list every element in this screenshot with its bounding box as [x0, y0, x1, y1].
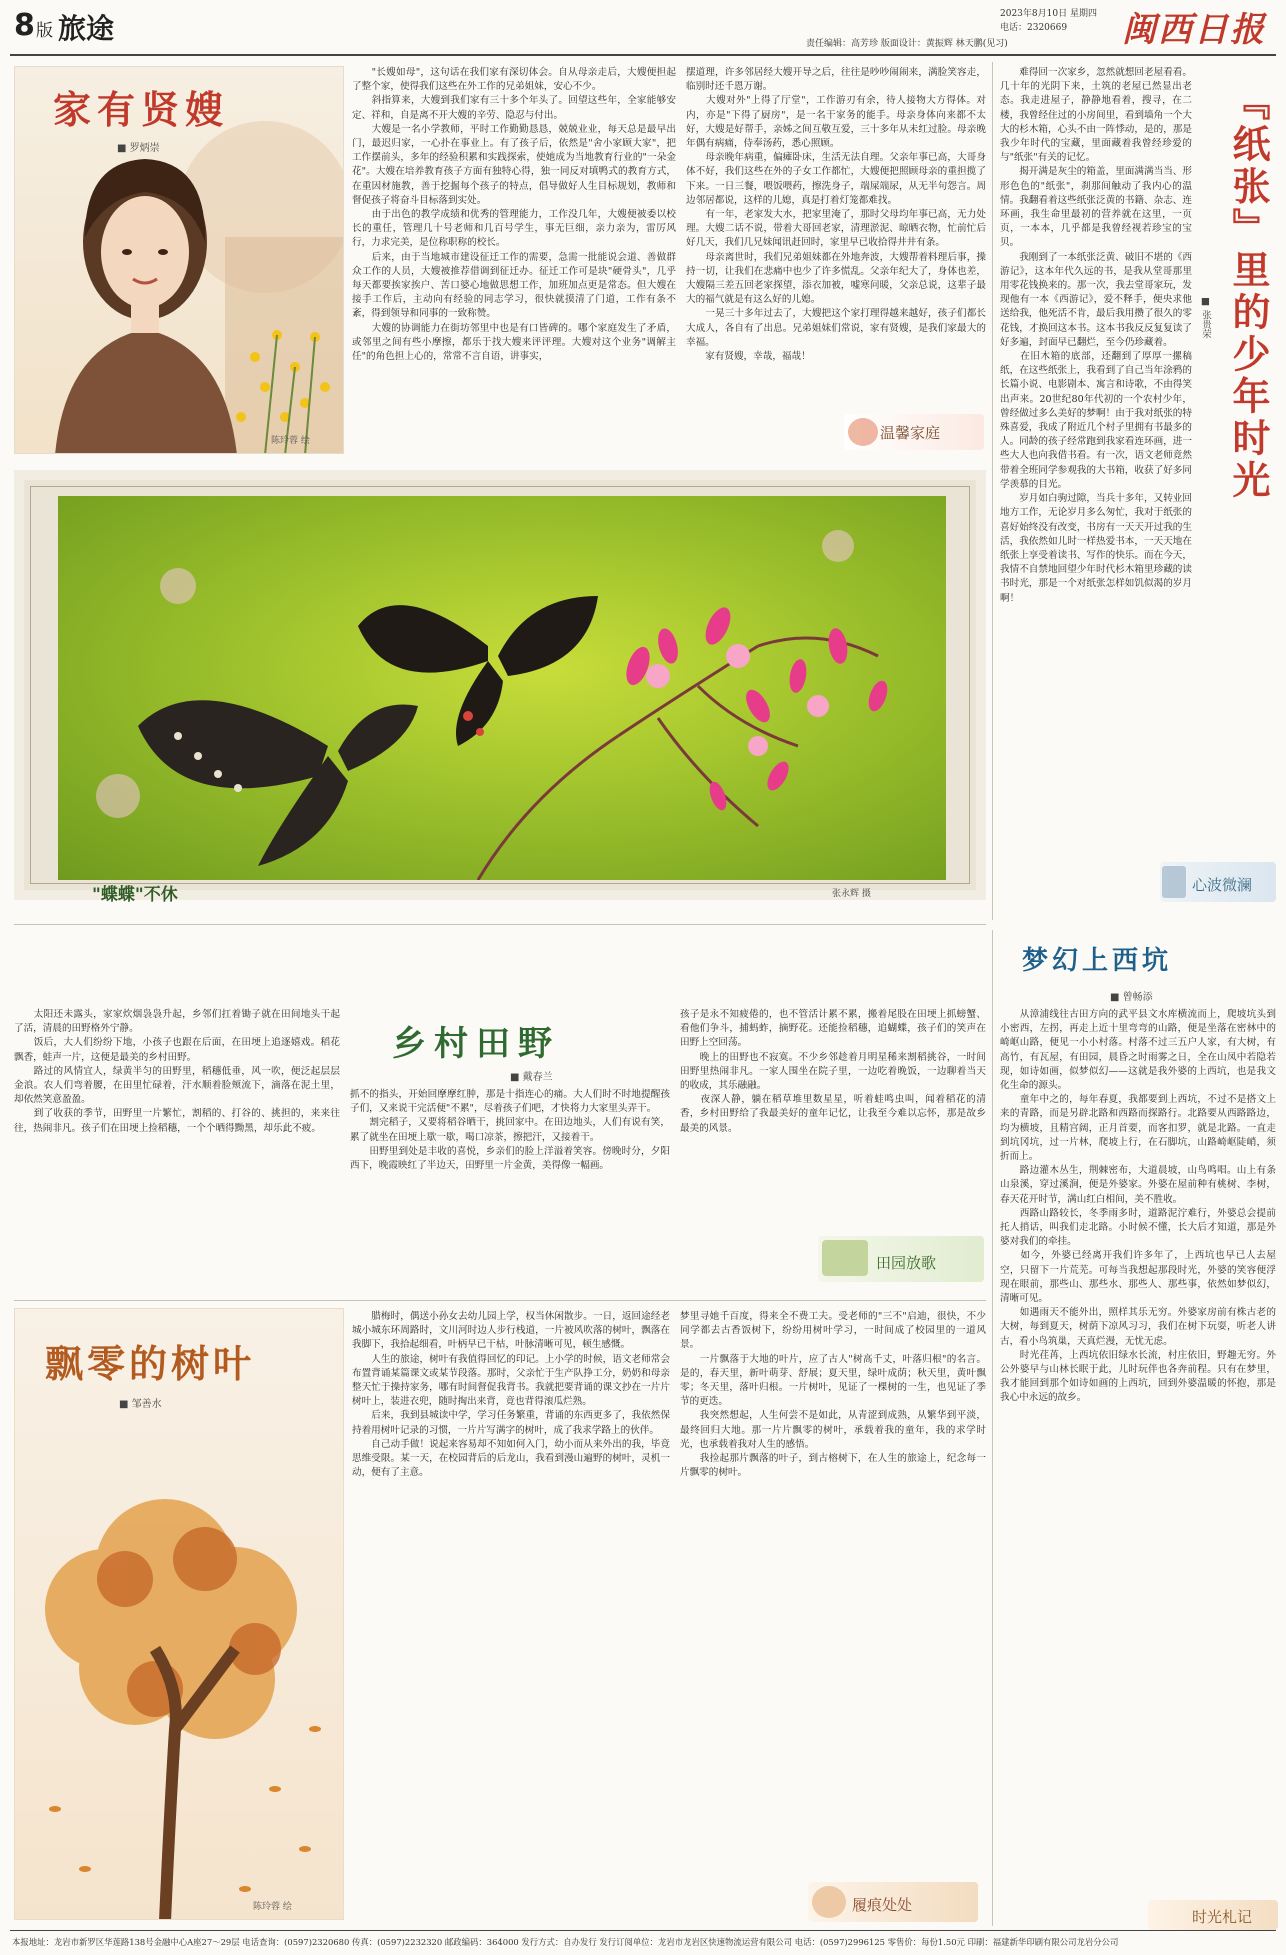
exhibition-trace-label: 履痕处处: [852, 1896, 913, 1914]
article-5-illustration-credit: 陈玲蓉 绘: [253, 1902, 292, 1912]
article-1-column-1: "长嫂如母"，这句话在我们家有深切体会。自从母亲走后，大嫂便担起了整个家，使得我们这些在外工作的兄弟姐妹，安心不少。 斜指算来，大嫂到我们家有三十多个年头了。回望这些年，全家能够安定、祥和，自是离不开大嫂的辛劳、隐忍与付出。 大嫂是一名小学教师，平时工作勤勤恳恳，兢兢业业，每天总是最早出门，最迟归家，一心扑在事业上。有了孩子后，依然是"舍小家顾大家"，把工作摆前头，多年的经验积累和实践探索，使她成为当地教育行业的"一朵金花"。大嫂在培养教育孩子方面有独特心得，独一同反对填鸭式的教育方式，在重因材施教，善于挖掘每个孩子的特点，倡导做好人生目标规划，教师和督促孩子将奋斗目标落到实处。 由于出色的教学成绩和优秀的管理能力，工作没几年，大嫂便被委以校长的重任，管理几十号老师和几百号学生，事无巨细，亲力亲为，雷厉风行，力求完美，是位称职称的校长。 后来，由于当地城市建设征迁工作的需要，急需一批能说会道、善做群众工作的人员，大嫂被推荐借调到征迁办。征迁工作可是块"硬骨头"，几乎每天都要挨家挨户、苦口婆心地做思想工作，加班加点更是常态。但大嫂在接手工作后，主动向有经验的同志学习，很快就摸清了门道，工作有条不紊，得到领导和同事的一致称赞。 大嫂的协调能力在街坊邻里中也是有口皆碑的。哪个家庭发生了矛盾，或邻里之间有些小摩擦，都乐于找大嫂来评评理。大嫂对这个业务"调解主任"的角色担上心的，常常不言自语，讲事实，: [352, 67, 676, 363]
section-title: 旅途: [58, 12, 115, 45]
article-4-title: 乡村田野: [392, 1024, 560, 1064]
warm-home-icon: [848, 418, 878, 446]
exhibition-trace-icon: [812, 1886, 846, 1918]
heart-ripples-icon: [1162, 866, 1186, 898]
article-4-author-name: 戴春兰: [522, 1072, 553, 1083]
article-1-column-2: 摆道理，许多邻居经大嫂开导之后，往往是吵吵闹闹来，满脸笑容走，临别时还千恩万谢。 大嫂对外"上得了厅堂"，工作游刃有余，待人接物大方得体。对内，亦是"下得了厨房"，是一名干家务的能手。母亲身体向来都不太好，大嫂是好帮手，亲姊之间互敬互爱，三十多年从未红过脸。母亲晚年偶有病痛，侍奉汤药，悉心照顾。 母亲晚年病重，偏瘫卧床，生活无法自理。父亲年事已高，大哥身体不好，我们这些在外的子女工作都忙，大嫂便把照顾母亲的重担揽了下来。一日三餐，喂饭喂药，擦洗身子，端屎端尿，从无半句怨言。周边邻居都说，这样的儿媳，真是打着灯笼都难找。 有一年，老家发大水，把家里淹了，那时父母均年事已高，无力处理。大嫂二话不说，带着大哥回老家，清理淤泥、晾晒衣物，忙前忙后好几天，我们几兄妹闻讯赶回时，家里早已收拾得井井有条。 母亲离世时，我们兄弟姐妹都在外地奔波，大嫂帮着料理后事，操持一切，让我们在悲痛中也少了许多慌乱。父亲年纪大了，身体也差，大嫂隔三差五回老家探望，添衣加被，嘘寒问暖，父亲总说，这辈子最大的福气就是有这么好的儿媳。 一晃三十多年过去了，大嫂把这个家打理得越来越好，孩子们都长大成人，各自有了出息。兄弟姐妹们常说，家有贤嫂，是我们家最大的幸福。 家有贤嫂，幸哉，福哉！: [686, 67, 986, 363]
divider-right-column: [992, 62, 993, 920]
masthead-logo: 闽西日报: [1122, 10, 1266, 50]
warm-home-label: 温馨家庭: [880, 424, 941, 442]
article-4-author: ■ 戴春兰: [510, 1072, 553, 1083]
divider-below-photo: [14, 924, 986, 925]
date-line: 2023年8月10日 星期四: [1000, 9, 1097, 19]
photo-credit: 张永辉 摄: [832, 889, 871, 899]
article-4-column-1: 太阳还未露头，家家炊烟袅袅升起，乡邻们扛着锄子就在田间地头干起了活，清晨的田野格外宁静。 饭后，大人们纷纷下地，小孩子也跟在后面，在田埂上追逐嬉戏。稻花飘香，蛙声一片，这便是最美的乡村田野。 路过的风情宜人，绿黄半匀的田野里，稻穗低垂，风一吹，便泛起层层金浪。农人们弯着腰，在田里忙碌着，汗水顺着脸颊流下，滴落在泥土里，却依然笑意盈盈。 到了收获的季节，田野里一片繁忙，割稻的、打谷的、挑担的，来来往往，热闹非凡。孩子们在田埂上捡稻穗，一个个晒得黝黑，却乐此不疲。: [14, 1009, 340, 1134]
autumn-tree-drawing: [15, 1309, 344, 1920]
rural-song-icon: [822, 1240, 868, 1276]
article-3-body: 从漳浦线往古田方向的武平县文水库横流而上，爬坡坑头到小密西，左拐，再走上近十里弯弯的山路，便是坐落在密林中的崎岖山路，便见一小小村落。村落不过三五户人家，有大树，有高竹，有瓦屋，有田园，晨昏之时雨雾之日，全在山凤中若隐若现，如诗如画，似梦似幻——这就是我外婆的上西坑，也是我文化生命的源头。 童年中之的，每年春夏，我都要到上西坑，不过不是搭文上来的青路，而是另辟北路和西路而探路行。北路要从西路路边，均为横坡，且精宫阔，正月首要，而客扣罗，就是北路。一直走到坑冈坑，过一片林，爬坡上行，在石脚坑，山路崎岖陡峭，须折而上。 路边灌木丛生，荆棘密布，大道晨坡，山鸟鸣唱。山上有条山泉溪，穿过溪涧，便是外婆家。外婆在屋前种有桃树、李树，春天花开时节，满山红白相间，美不胜收。 西路山路较长，冬季雨多时，道路泥泞难行，外婆总会提前托人捎话，叫我们走北路。小时候不懂，长大后才知道，那是外婆对我们的牵挂。 如今，外婆已经离开我们许多年了，上西坑也早已人去屋空，只留下一片荒芜。可每当我想起那段时光，外婆的笑容便浮现在眼前，那些山、那些水、那些人、那些事，依然如梦似幻，清晰可见。 如遇雨天不能外出，照样其乐无穷。外婆家房前有株古老的大树，每到夏天，树荫下凉风习习，我们在树下玩耍，听老人讲古，看小鸟筑巢，天真烂漫，无忧无虑。 时光荏苒，上西坑依旧绿水长流，村庄依旧，野趣无穷。外公外婆早与山林长眠于此，儿时玩伴也各奔前程。只有在梦里，我才能回到那个如诗如画的上西坑，回到外婆温暖的怀抱，那是我心中永远的故乡。: [1000, 1009, 1276, 1404]
butterfly-photo: [58, 496, 946, 880]
article-2-author: ■ 张贵荣: [1200, 296, 1211, 339]
butterfly-scene: [58, 496, 946, 880]
divider-mid-lower: [14, 1300, 986, 1301]
article-3-title: 梦幻上西坑: [1022, 946, 1173, 976]
footer-rule: [10, 1930, 1276, 1931]
article-5-title: 飘零的树叶: [45, 1341, 256, 1386]
article-5-author-name: 邹善水: [131, 1399, 162, 1410]
article-2-body: 难得回一次家乡，忽然就想回老屋看看。几十年的光阴下来，土筑的老屋已然显出老态。我走进屋子，静静地看着，搜寻，在二楼，我曾经住过的小房间里，看到墙角一个大大的杉木箱，心头不由一阵悸动，是的，那是我少年时代的宝藏，里面藏着我曾经珍爱的与"纸张"有关的记忆。 揭开满是灰尘的箱盖，里面满满当当、形形色色的"纸张"，刹那间触动了我内心的温情。我翻看着这些纸张泛黄的书籍、杂志、连环画，我生命里最初的营养就在这里，一页页，一本本，几乎都是我曾经视若珍宝的宝贝。 我刚到了一本纸张泛黄、破旧不堪的《西游记》，这本年代久远的书，是我从堂哥那里用零花钱换来的。那一次，我去堂哥家玩，发现他有一本《西游记》，爱不释手，便央求他送给我，他死活不肯，最后我用攒了很久的零花钱，才换回这本书。这本书我反反复复读了好多遍，封面早已翻烂，至今仍珍藏着。 在旧木箱的底部，还翻到了厚厚一摞稿纸，在这些纸张上，我看到了自己当年涂鸦的长篇小说、电影剧本、寓言和诗歌，不由得笑出声来。20世纪80年代初的一个农村少年，曾经做过多么美好的梦啊！由于我对纸张的特殊喜爱，我成了附近几个村子里拥有书最多的人。同龄的孩子经常跑到我家看连环画，进一些大人也向我借书看。有一次，语文老师竟然带着全班同学参观我的大书箱，收获了好多同学羡慕的目光。 岁月如白驹过隙，当兵十多年，又转业回地方工作，无论岁月多么匆忙，我对于纸张的喜好始终没有改变，书房有一天天开过我的生活，我依然如儿时一样热爱书本，一天天地在纸张上享受着读书、写作的快乐。而在今天，我情不自禁地回望少年时代杉木箱里珍藏的读书时光，那是一个对纸张怎样如饥似渴的岁月啊！: [1000, 67, 1192, 604]
time-notes-label: 时光札记: [1192, 1908, 1253, 1926]
page-number: 8: [14, 8, 35, 43]
lower-butterfly: [138, 700, 418, 866]
article-4-column-2: 抓不的指头，开始回摩摩红肿，那是十指连心的痛。大人们时不时地提醒孩子们，又来说干完活便"不累"，尽着孩子们吧，才快将力大家里头弄干。 割完稻子，又要将稻谷晒干，挑回家中。在田边地头，人们有说有笑，累了就坐在田埂上歇一歇，喝口凉茶，擦把汗，又接着干。 田野里到处是丰收的喜悦，乡亲们的脸上洋溢着笑容。傍晚时分，夕阳西下，晚霞映红了半边天，田野里一片金黄，美得像一幅画。: [350, 1089, 670, 1172]
article-3-author: ■ 曾畅添: [1110, 992, 1153, 1003]
footer-text: 本报地址：龙岩市新罗区华莲路138号金融中心A座27～29层 电话查询：(0597)2320680 传真：(0597)2232320 邮政编码：364000 发行方式：自办发行 发行订阅单位：龙岩市龙岩区快速物流运营有限公司 电话：(0597)2996125 零售价：每份1.50元 印刷：福建新华印刷有限公司龙岩分公司: [12, 1937, 1119, 1947]
article-1-title: 家有贤嫂: [53, 87, 230, 132]
article-2-author-name: 张贵荣: [1200, 310, 1211, 339]
article-4-column-3: 孩子是永不知疲倦的，也不管活计累不累，搬着尾股在田埂上抓螃蟹、看他们争斗，捕蚂蚱，摘野花。还能捡稻穗，追蝴蝶，孩子们的笑声在田野上空回荡。 晚上的田野也不寂寞。不少乡邻趁着月明星稀来割稻挑谷，一时间田野里热闹非凡。一家人围坐在院子里，一边吃着晚饭，一边聊着当天的收成，其乐融融。 夜深人静，躺在稻草堆里数星星，听着蛙鸣虫叫，闻着稻花的清香，乡村田野给了我最美好的童年记忆，让我至今难以忘怀，那是故乡最美的风景。: [680, 1009, 986, 1134]
phone-line: 电话：2320669: [1000, 23, 1068, 33]
editors-line: 责任编辑：高芳珍 版面设计：黄振辉 林天鹏(见习): [806, 39, 1008, 49]
article-1-author-name: 罗炳崇: [129, 143, 160, 154]
page-header: [0, 0, 1286, 60]
article-3-author-name: 曾畅添: [1122, 992, 1153, 1003]
article-2-title: 『纸张』里的少年时光: [1226, 82, 1271, 502]
article-5-column-1: 腊梅时，偶送小孙女去幼儿园上学，权当休闲散步。一日，返回途经老城小城东环周路时，文川河时边人步行栈道，一片被风吹落的树叶，飘落在我脚下，我拾起细看，叶柄早已干枯，叶脉清晰可见，顿生感慨。 人生的旅途，树叶有我值得回忆的印记。上小学的时候，语文老师常会布置背诵某篇课文或某节段落。那时，父亲忙于生产队挣工分，奶奶和母亲整天忙于操持家务，哪有时间督促我背书。我就把要背诵的课文抄在一片片树叶上，装进衣兜，随时掏出来背，竟也背得滚瓜烂熟。 后来，我到县城读中学，学习任务繁重，背诵的东西更多了，我依然保持着用树叶记录的习惯，一片片写满字的树叶，成了我求学路上的伙伴。 自己动手做！说起来容易却不知如何入门，幼小而从来外出的我，毕竟思维受限。某一天，在校园背后的后龙山，我看到漫山遍野的树叶，灵机一动，便有了主意。: [352, 1311, 670, 1479]
header-rule: [10, 54, 1276, 56]
photo-caption: "蝶蝶"不休: [92, 885, 178, 905]
article-5-author: ■ 邹善水: [119, 1399, 162, 1410]
heart-ripples-label: 心波微澜: [1192, 876, 1253, 894]
article-5-illustration: [14, 1308, 344, 1920]
rural-song-label: 田园放歌: [876, 1254, 937, 1272]
article-1-author: ■ 罗炳崇: [117, 143, 160, 154]
article-5-column-2: 梦里寻她千百度，得来全不费工夫。受老师的"三不"启迪，很快，不少同学都去古香饭树下，纷纷用树叶学习，一时间成了校园里的一道风景。 一片飘落于大地的叶片，应了古人"树高千丈，叶落归根"的名言。是的，春天里，新叶萌芽、舒展；夏天里，绿叶成荫；秋天里，黄叶飘零；冬天里，落叶归根。一片树叶，见证了一棵树的一生，也见证了季节的更迭。 我突然想起，人生何尝不是如此，从青涩到成熟，从繁华到平淡，最终回归大地。那一片片飘零的树叶，承载着我的童年，我的求学时光，也承载着我对人生的感悟。 我捡起那片飘落的叶子，到古榕树下，在人生的旅途上，纪念每一片飘零的树叶。: [680, 1311, 986, 1479]
divider-lower-right: [992, 930, 993, 1926]
article-1-illustration: [14, 66, 344, 454]
page-unit: 版: [36, 21, 53, 41]
article-1-illustration-credit: 陈玲蓉 绘: [271, 436, 310, 446]
